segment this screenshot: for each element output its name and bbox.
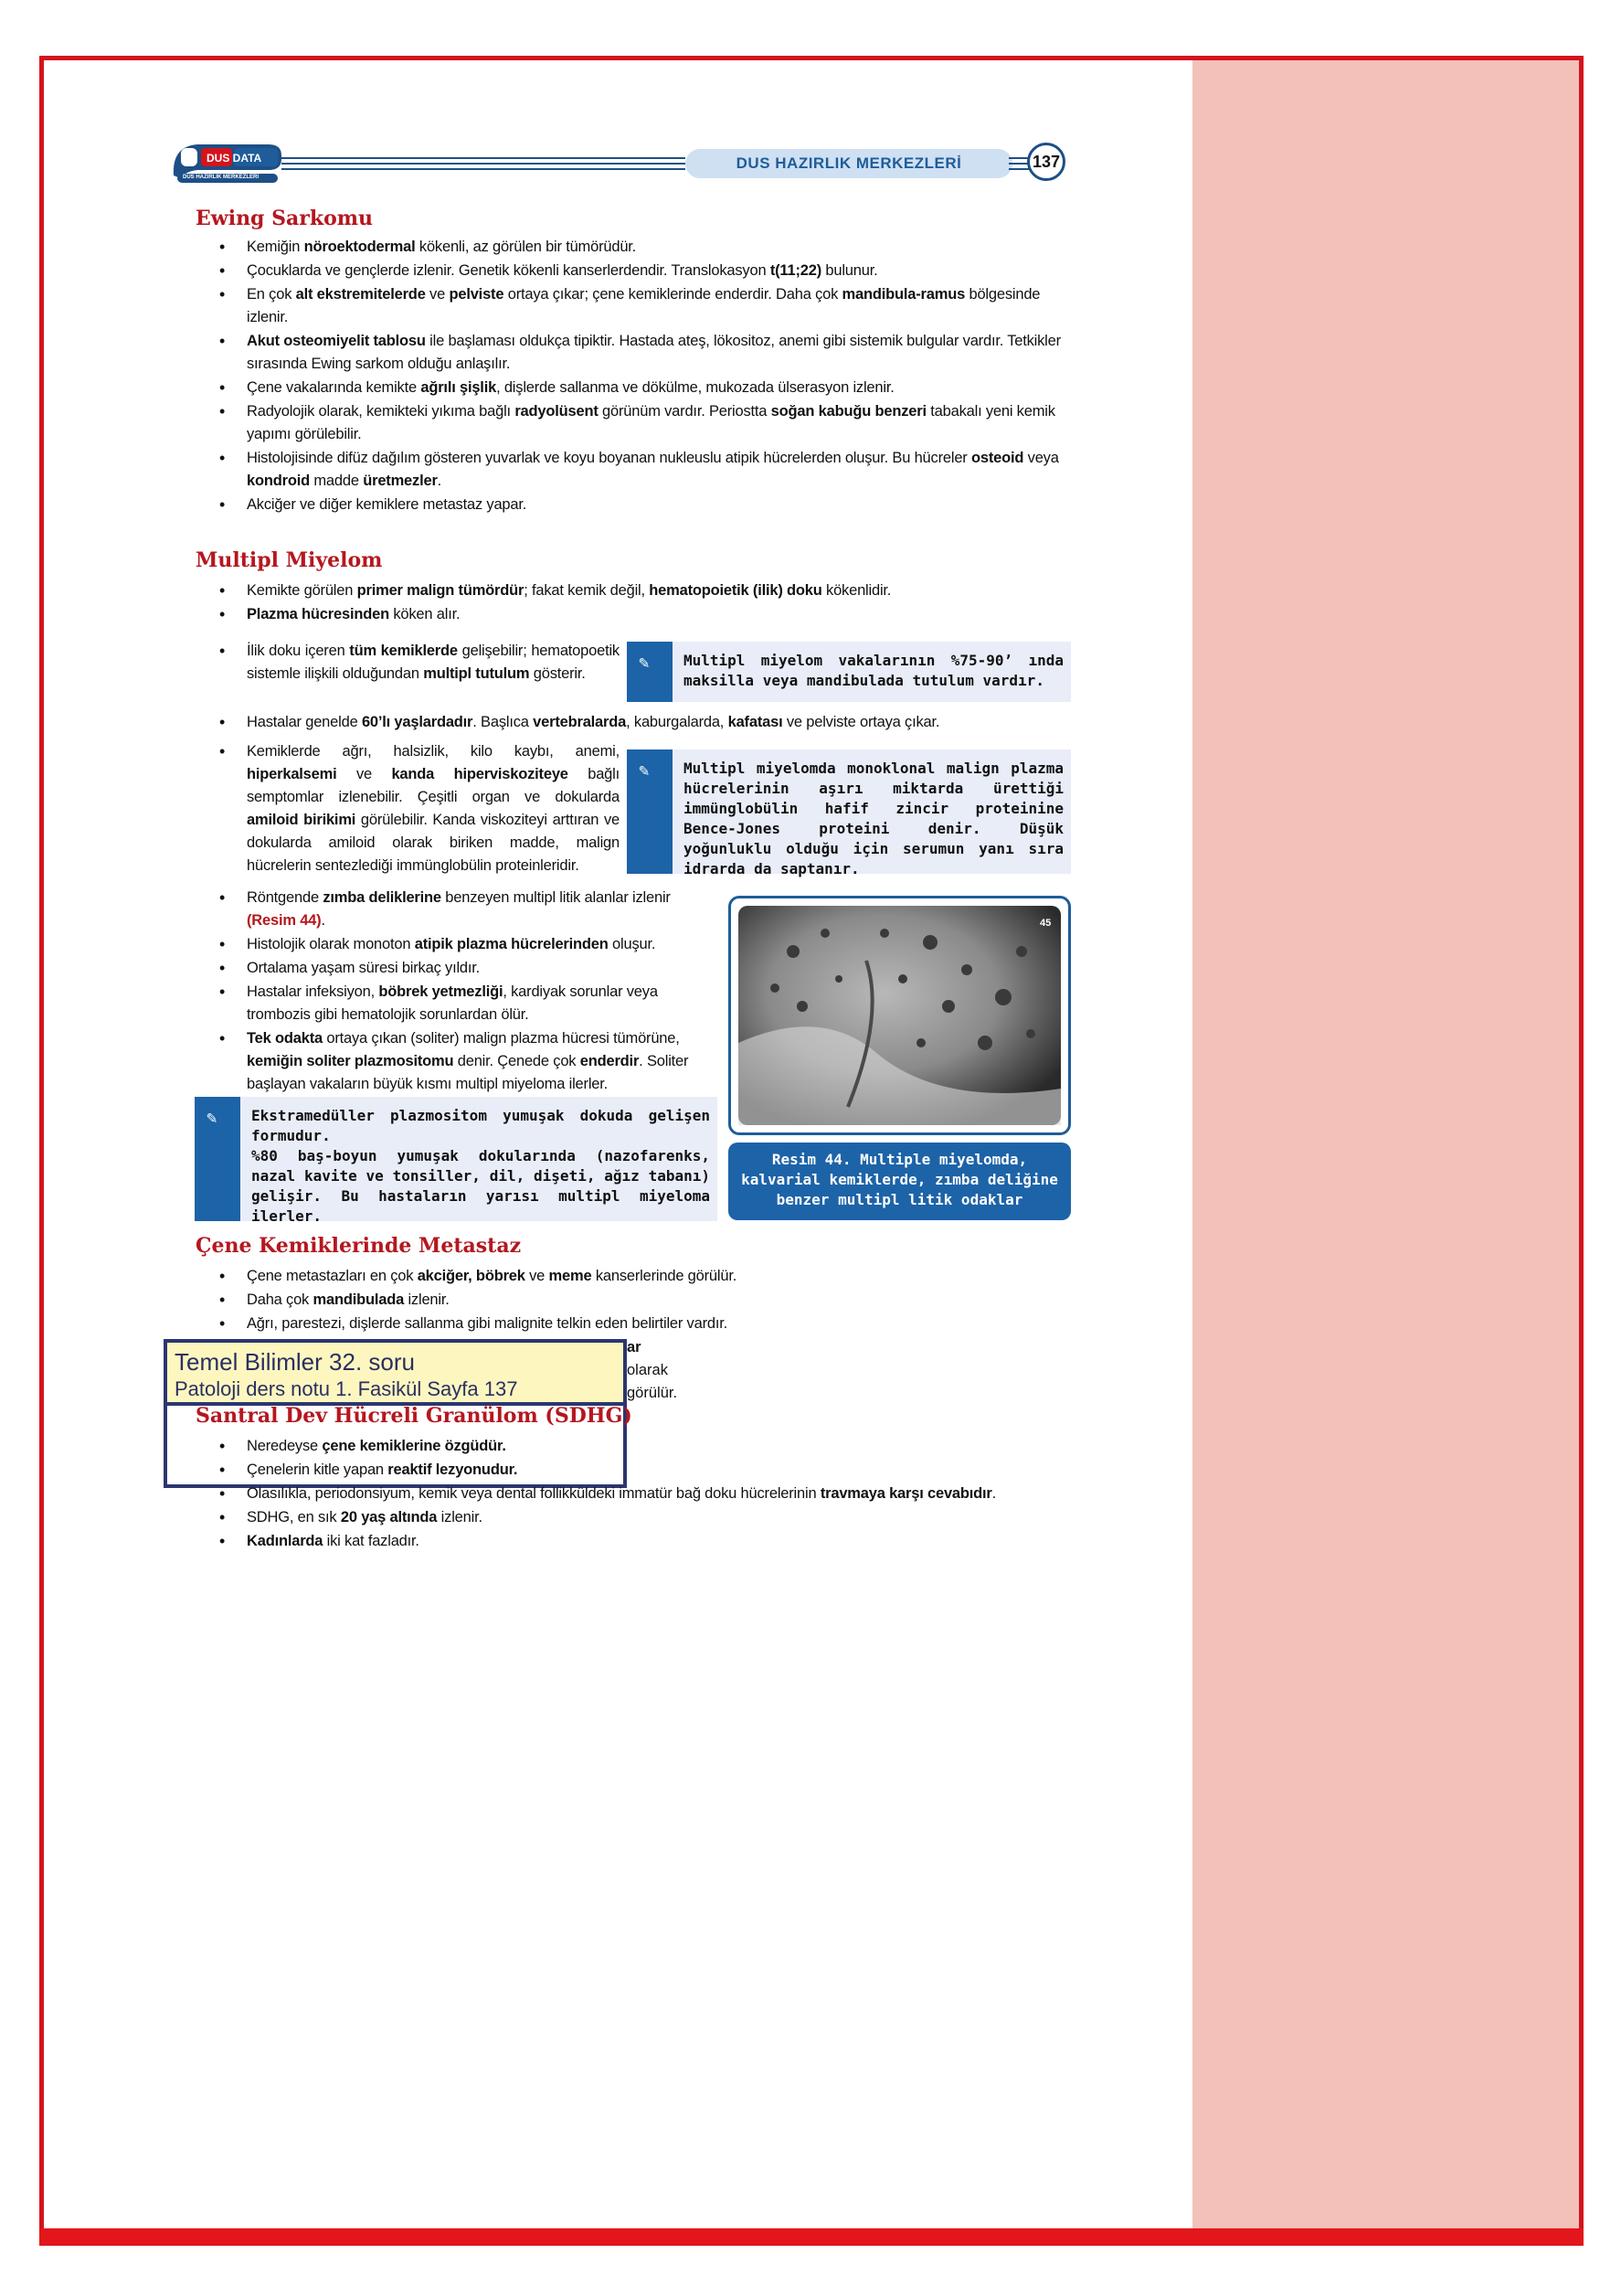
sticky-note-line1: Temel Bilimler 32. soru — [175, 1348, 415, 1376]
ewing-list — [197, 236, 1076, 517]
myeloma-list-e — [197, 887, 718, 1097]
heading-metastasis: Çene Kemiklerinde Metastaz — [196, 1234, 522, 1258]
header-title: DUS HAZIRLIK MERKEZLERİ — [685, 149, 1012, 178]
radiograph-figure — [728, 896, 1071, 1135]
list-item: • Hastalar infeksiyon, böbrek yetmezliği, kardiyak sorunlar veya trombozis gibi hematolojik sorunlardan ölür. — [197, 981, 718, 1026]
list-item: • Akut osteomiyelit tablosu ile başlaması oldukça tipiktir. Hastada ateş, lökositoz, anemi gibi sistemik bulgular vardır. Tetkikler sırasında Ewing sarkom olduğu anlaşılır. — [197, 330, 1076, 376]
list-item: • Olasılıkla, periodonsiyum, kemik veya dental follikküldeki immatür bağ doku hücrelerinin travmaya karşı cevabıdır. — [197, 1483, 1076, 1505]
list-item: • Ortalama yaşam süresi birkaç yıldır. — [197, 957, 718, 980]
list-item: • İlik doku içeren tüm kemiklerde gelişebilir; hematopoetik sistemle ilişkili olduğundan multipl tutulum gösterir. — [197, 640, 620, 686]
sticky-note[interactable] — [164, 1339, 627, 1406]
list-item: • Daha çok mandibulada izlenir. — [197, 1289, 1076, 1312]
note-plasmacytoma — [195, 1097, 717, 1225]
list-item: • Tek odakta ortaya çıkan (soliter) malign plazma hücresi tümörüne, kemiğin soliter plazmositomu denir. Çenede çok enderdir. Soliter başlayan vakaların büyük kısmı multipl miyeloma ilerler. — [197, 1027, 718, 1096]
list-item: • Kemiklerde ağrı, halsizlik, kilo kaybı, anemi, hiperkalsemi ve kanda hiperviskoziteye bağlı semptomlar izlenebilir. Çeşitli organ ve dokularda amiloid birikimi görülebilir. Kanda viskoziteyi arttıran ve dokularda amiloid olarak biriken madde, malign hücrelerin sentezlediği immünglobülin proteinleridir. — [197, 740, 620, 877]
pencil-icon: ✎ — [207, 1108, 217, 1128]
list-item: • Kemiğin nöroektodermal kökenli, az görülen bir tümörüdür. — [197, 236, 1076, 259]
list-item: • Histolojisinde difüz dağılım gösteren yuvarlak ve koyu boyanan nukleuslu atipik hücrelerden oluşur. Bu hücreler osteoid veya kondroid madde üretmezler. — [197, 447, 1076, 493]
photo-number: 45 — [1040, 918, 1052, 929]
list-item: • Kadınlarda iki kat fazladır. — [197, 1530, 1076, 1553]
dusdata-logo — [170, 139, 284, 186]
heading-ewing: Ewing Sarkomu — [196, 207, 374, 230]
list-item: • Akciğer ve diğer kemiklere metastaz yapar. — [197, 494, 1076, 516]
sdhg-list — [197, 1435, 1076, 1554]
list-item: • Çocuklarda ve gençlerde izlenir. Genetik kökenli kanserlerdendir. Translokasyon t(11;22) bulunur. — [197, 260, 1076, 282]
myeloma-list-c — [197, 711, 1076, 735]
sticky-note-line2: Patoloji ders notu 1. Fasikül Sayfa 137 — [175, 1377, 518, 1400]
list-item: • En çok alt ekstremitelerde ve pelviste ortaya çıkar; çene kemiklerinde enderdir. Daha çok mandibula-ramus bölgesinde izlenir. — [197, 283, 1076, 329]
note-bar — [627, 749, 673, 874]
pencil-icon: ✎ — [639, 653, 650, 673]
metastasis-tail: olarak görülür. — [627, 1362, 678, 1401]
list-item: • Çenelerin kitle yapan reaktif lezyonudur. — [197, 1459, 1076, 1482]
list-item: • Ağrı, parestezi, dişlerde sallanma gibi malignite telkin eden belirtiler vardır. — [197, 1313, 1076, 1335]
list-item: • Neredeyse çene kemiklerine özgüdür. — [197, 1435, 1076, 1458]
myeloma-list-a — [197, 579, 1076, 627]
list-item: • Çene vakalarında kemikte ağrılı şişlik, dişlerde sallanma ve dökülme, mukozada ülserasyon izlenir. — [197, 377, 1076, 399]
list-item: • Radyolojik olarak, kemikteki yıkıma bağlı radyolüsent görünüm vardır. Periostta soğan kabuğu benzeri tabakalı yeni kemik yapımı görülebilir. — [197, 400, 1076, 446]
list-item: • Plazma hücresinden köken alır. — [197, 603, 1076, 626]
list-item: • Röntgende zımba deliklerine benzeyen multipl litik alanlar izlenir (Resim 44). — [197, 887, 718, 932]
myeloma-list-d — [197, 740, 620, 878]
metastasis-overlapped-text: ar olarak görülür. — [627, 1339, 678, 1401]
list-item: • Çene metastazları en çok akciğer, böbrek ve meme kanserlerinde görülür. — [197, 1265, 1076, 1288]
list-item: • Kemikte görülen primer malign tümördür; fakat kemik değil, hematopoietik (ilik) doku kökenlidir. — [197, 579, 1076, 602]
header-rule — [281, 154, 685, 174]
heading-sdhg: Santral Dev Hücreli Granülom (SDHG) — [196, 1404, 632, 1428]
list-item: • Histolojik olarak monoton atipik plazma hücrelerinden oluşur. — [197, 933, 718, 956]
frame-bottom-bar — [39, 2228, 1584, 2245]
note-text: Ekstramedüller plazmositom yumuşak dokuda gelişen formudur. %80 baş-boyun yumuşak dokularında (nazofarenks, nazal kavite ve tonsiller, dil, dişeti, ağız tabanı) gelişir. Bu hastaların yarısı multipl miyeloma ilerler. — [251, 1107, 710, 1225]
logo-text: DUS DATA — [207, 152, 262, 165]
note-bence-jones — [627, 749, 1071, 877]
myeloma-list-b — [197, 640, 620, 686]
note-bar — [627, 642, 673, 702]
skull-radiograph-image — [738, 906, 1061, 1125]
list-item: • SDHG, en sık 20 yaş altında izlenir. — [197, 1506, 1076, 1529]
heading-myeloma: Multipl Miyelom — [196, 548, 383, 572]
page-number: 137 — [1027, 143, 1065, 181]
pencil-icon: ✎ — [639, 760, 650, 781]
note-text: Multipl miyelomda monoklonal malign plazma hücrelerinin aşırı miktarda ürettiği immünglobülin hafif zincir proteinine Bence-Jones proteini denir. Düşük yoğunluklu olduğu için serumun yanı sıra idrarda da saptanır. — [683, 760, 1064, 877]
note-bar — [195, 1097, 240, 1221]
logo-subtext: DUS HAZIRLIK MERKEZLERİ — [183, 175, 259, 180]
metastasis-list — [197, 1265, 1076, 1336]
list-item: • Hastalar genelde 60’lı yaşlardadır. Başlıca vertebralarda, kaburgalarda, kafatası ve pelviste ortaya çıkar. — [197, 711, 1076, 734]
note-myeloma-jaw — [627, 642, 1071, 702]
note-text: Multipl miyelom vakalarının %75-90’ ında maksilla veya mandibulada tutulum vardır. — [683, 652, 1064, 689]
radiograph-caption: Resim 44. Multiple miyelomda, kalvarial kemiklerde, zımba deliğine benzer multipl litik odaklar — [728, 1143, 1071, 1220]
